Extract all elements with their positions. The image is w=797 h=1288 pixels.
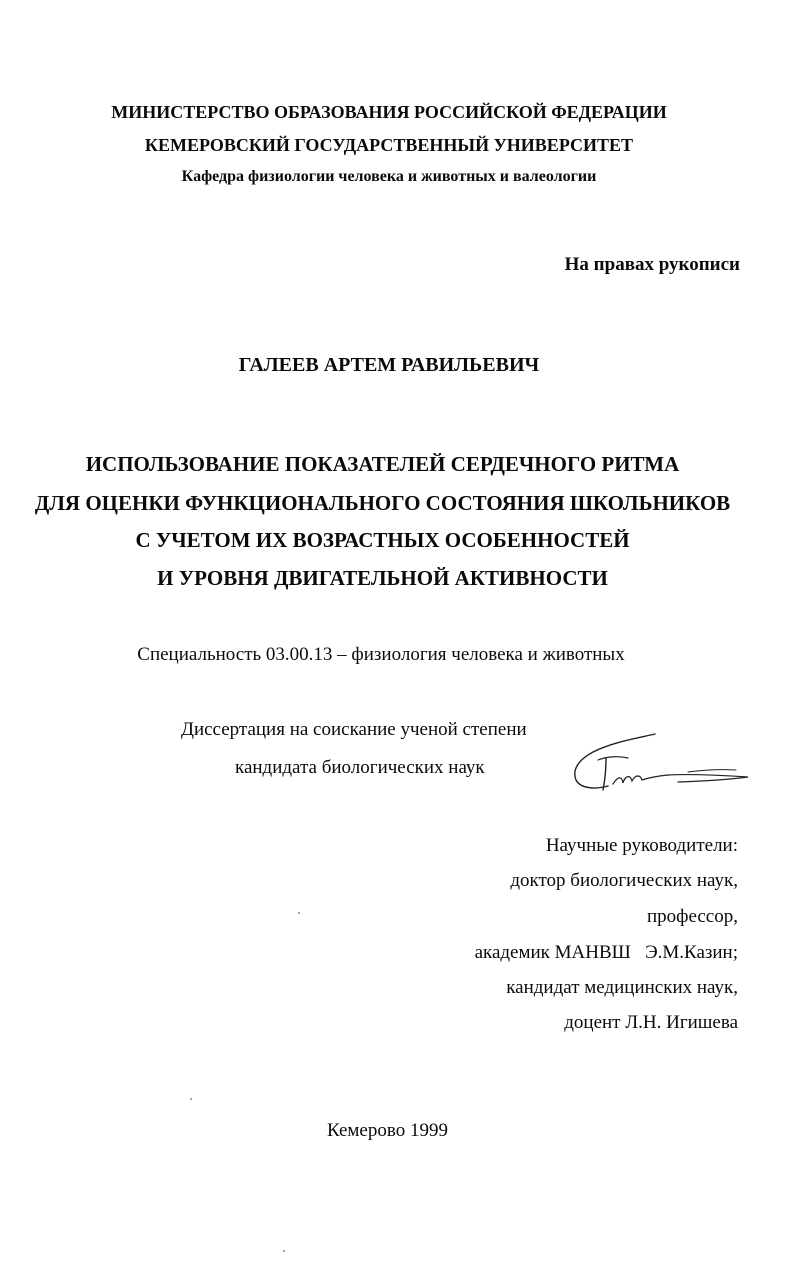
advisor-line: профессор, xyxy=(646,906,738,927)
university-heading: КЕМЕРОВСКИЙ ГОСУДАРСТВЕННЫЙ УНИВЕРСИТЕТ xyxy=(144,135,634,155)
title-line: И УРОВНЯ ДВИГАТЕЛЬНОЙ АКТИВНОСТИ xyxy=(157,566,608,590)
dissertation-degree-line: Диссертация на соискание ученой степени xyxy=(181,719,527,740)
title-line: С УЧЕТОМ ИХ ВОЗРАСТНЫХ ОСОБЕННОСТЕЙ xyxy=(135,528,630,552)
department-heading: Кафедра физиологии человека и животных и валеологии xyxy=(181,168,597,185)
ministry-heading: МИНИСТЕРСТВО ОБРАЗОВАНИЯ РОССИЙСКОЙ ФЕДЕРАЦИИ xyxy=(111,102,667,122)
title-line: ДЛЯ ОЦЕНКИ ФУНКЦИОНАЛЬНОГО СОСТОЯНИЯ ШКОЛЬНИКОВ xyxy=(34,491,731,515)
author-name: ГАЛЕЕВ АРТЕМ РАВИЛЬЕВИЧ xyxy=(238,354,540,376)
advisor-line: доктор биологических наук, xyxy=(510,870,738,891)
advisor-line: академик МАНВШ Э.М.Казин; xyxy=(474,942,738,963)
city-year: Кемерово 1999 xyxy=(327,1120,448,1141)
title-line: ИСПОЛЬЗОВАНИЕ ПОКАЗАТЕЛЕЙ СЕРДЕЧНОГО РИТМА xyxy=(85,452,680,476)
specialty-line: Специальность 03.00.13 – физиология человека и животных xyxy=(137,644,625,665)
scan-speck xyxy=(190,1098,192,1100)
advisors-heading: Научные руководители: xyxy=(545,835,738,856)
manuscript-rights-note: На правах рукописи xyxy=(564,254,740,275)
scan-speck xyxy=(283,1250,285,1252)
scan-speck xyxy=(298,912,300,914)
advisor-line: доцент Л.Н. Игишева xyxy=(564,1012,738,1033)
dissertation-degree-line: кандидата биологических наук xyxy=(235,757,485,778)
handwritten-signature xyxy=(568,728,753,796)
advisor-line: кандидат медицинских наук, xyxy=(506,977,738,998)
